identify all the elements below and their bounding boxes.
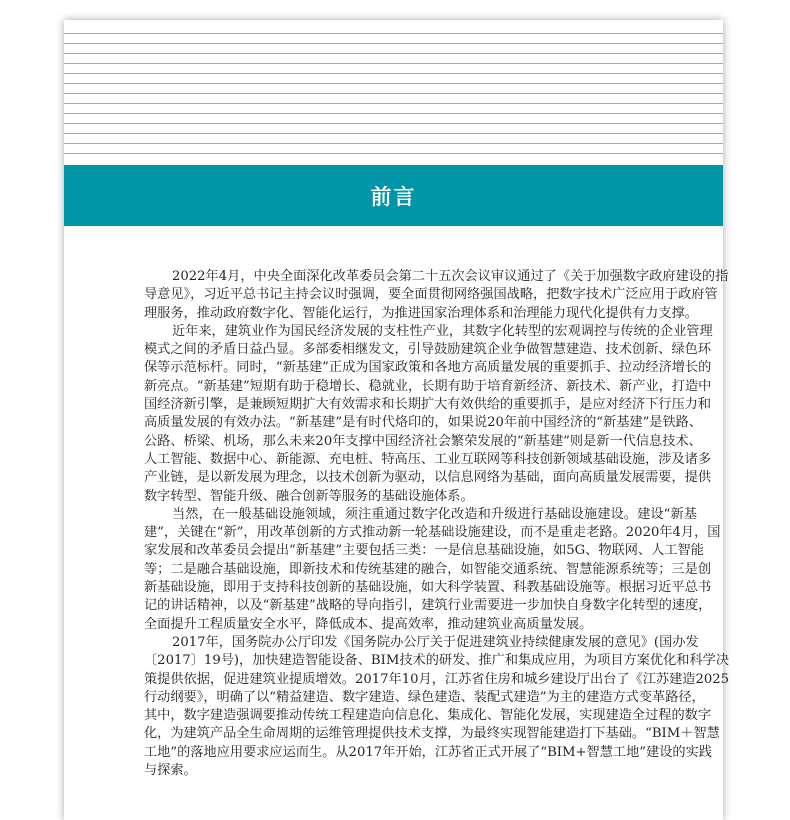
- text-line: 新亮点。“新基建”短期有助于稳增长、稳就业，长期有助于培育新经济、新技术、新产业，打造中: [144, 378, 712, 394]
- text-line: 化，为建筑产品全生命周期的运维管理提供技术支撑，为最终实现智能建造打下基础。“BIM＋智慧: [144, 726, 720, 742]
- text-line: 工地”的落地应用要求应运而生。从2017年开始，江苏省正式开展了“BIM+智慧工地”建设的实践: [144, 744, 712, 760]
- text-line: 模式之间的矛盾日益凸显。多部委相继发文，引导鼓励建筑企业争做智慧建造、技术创新、绿色环: [144, 342, 712, 358]
- preface-body: [144, 268, 730, 780]
- rule-line: [64, 123, 723, 124]
- text-line: 与探索。: [144, 763, 197, 779]
- rule-line: [64, 133, 723, 134]
- paragraph: [144, 323, 713, 506]
- text-line: 〔2017〕19号)，加快建造智能设备、BIM技术的研发、推广和集成应用，为项目方案优化和科学决: [144, 653, 730, 669]
- paragraph: [144, 634, 730, 780]
- decorative-rules: [64, 33, 723, 163]
- text-line: 保等示范标杆。同时，“新基建”正成为国家政策和各地方高质量发展的重要抓手、拉动经济增长的: [144, 360, 712, 376]
- rule-line: [64, 43, 723, 44]
- rule-line: [64, 153, 723, 154]
- text-line: 建”，关键在“新”，用改革创新的方式推动新一轮基础设施建设，而不是重走老路。2020年4月，国: [144, 525, 721, 541]
- text-line: 等；二是融合基础设施，即新技术和传统基建的融合，如智能交通系统、智慧能源系统等；三是创: [144, 561, 712, 577]
- rule-line: [64, 93, 723, 94]
- text-line: 全面提升工程质量安全水平，降低成本、提高效率，推动建筑业高质量发展。: [144, 616, 593, 632]
- rule-line: [64, 53, 723, 54]
- text-line: 2022年4月，中央全面深化改革委员会第二十五次会议审议通过了《关于加强数字政府建设的指: [172, 269, 729, 284]
- title-band: [64, 165, 723, 226]
- document-page: [64, 20, 730, 820]
- rule-line: [64, 83, 723, 84]
- text-line: 理服务，推动政府数字化、智能化运行，为推进国家治理体系和治理能力现代化提供有力支撑。: [144, 305, 698, 321]
- rule-line: [64, 63, 723, 64]
- text-line: 数字转型、智能升级、融合创新等服务的基础设施体系。: [144, 488, 474, 504]
- rule-line: [64, 143, 723, 144]
- text-line: 2017年，国务院办公厅印发《国务院办公厅关于促进建筑业持续健康发展的意见》(国办发: [172, 634, 699, 650]
- page-title: 前言: [370, 184, 417, 209]
- text-line: 当然，在一般基础设施领域，须注重通过数字化改造和升级进行基础设施建设。建设“新基: [172, 506, 697, 522]
- rule-line: [64, 33, 723, 34]
- text-line: 产业链，是以新发展为理念，以技术创新为驱动，以信息网络为基础，面向高质量发展需要，提供: [144, 470, 712, 486]
- text-line: 国经济新引擎，是兼顾短期扩大有效需求和长期扩大有效供给的重要抓手，是应对经济下行压力和: [144, 397, 712, 413]
- text-line: 策提供依据，促进建筑业提质增效。2017年10月，江苏省住房和城乡建设厅出台了《江苏建造2025: [144, 671, 730, 687]
- rule-line: [64, 103, 723, 104]
- text-line: 近年来，建筑业作为国民经济发展的支柱性产业，其数字化转型的宏观调控与传统的企业管理: [172, 323, 713, 339]
- text-line: 其中，数字建造强调要推动传统工程建造向信息化、集成化、智能化发展，实现建造全过程的数字: [144, 708, 712, 724]
- text-line: 记的讲话精神，以及“新基建”战略的导向指引，建筑行业需要进一步加快自身数字化转型的速度，: [144, 598, 712, 614]
- text-line: 公路、桥梁、机场，那么未来20年支撑中国经济社会繁荣发展的“新基建”则是新一代信息技术、: [144, 433, 702, 449]
- rule-line: [64, 113, 723, 114]
- text-line: 新基础设施，即用于支持科技创新的基础设施，如大科学装置、科教基础设施等。根据习近平总书: [144, 580, 712, 596]
- text-line: 高质量发展的有效办法。“新基建”是有时代烙印的，如果说20年前中国经济的“新基建”是铁路、: [144, 415, 703, 431]
- paragraph: [144, 506, 721, 634]
- text-line: 家发展和改革委员会提出“新基建”主要包括三类：一是信息基础设施，如5G、物联网、人工智能: [144, 543, 704, 559]
- paragraph: [144, 268, 729, 323]
- rule-line: [64, 73, 723, 74]
- text-line: 行动纲要》，明确了以“精益建造、数字建造、绿色建造、装配式建造”为主的建造方式变革路径，: [144, 689, 705, 705]
- text-line: 导意见》，习近平总书记主持会议时强调，要全面贯彻网络强国战略，把数字技术广泛应用于政府管: [144, 287, 718, 303]
- text-line: 人工智能、数据中心、新能源、充电桩、特高压、工业互联网等科技创新领域基础设施，涉及诸多: [144, 451, 712, 467]
